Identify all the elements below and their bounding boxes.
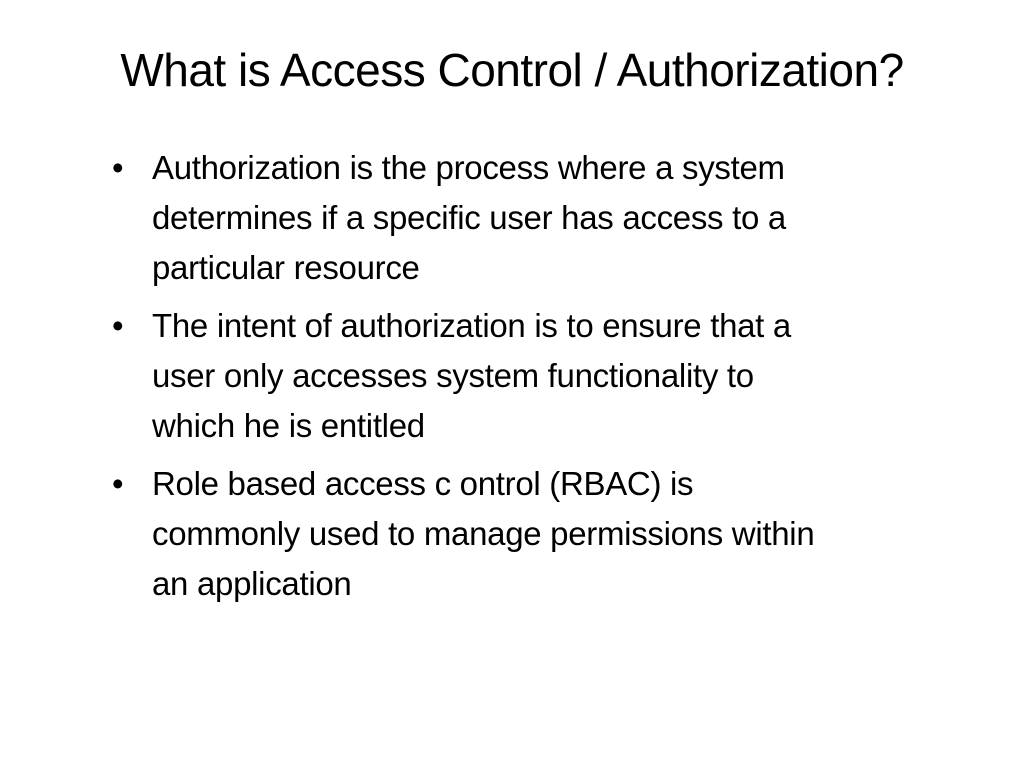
bullet-text: Role based access c ontrol (RBAC) is commonly used to manage permissions within an application bbox=[152, 465, 815, 602]
slide-title: What is Access Control / Authorization? bbox=[120, 44, 904, 96]
bullet-marker: • bbox=[112, 307, 124, 344]
bullet-list bbox=[112, 143, 832, 617]
bullet-item bbox=[112, 459, 832, 609]
bullet-item bbox=[112, 301, 832, 451]
bullet-item bbox=[112, 143, 832, 293]
bullet-marker: • bbox=[112, 465, 124, 502]
bullet-marker: • bbox=[112, 149, 124, 186]
bullet-text: Authorization is the process where a system determines if a specific user has access to a particular resource bbox=[152, 149, 786, 286]
bullet-text: The intent of authorization is to ensure that a user only accesses system functionality to which he is entitled bbox=[152, 307, 791, 444]
